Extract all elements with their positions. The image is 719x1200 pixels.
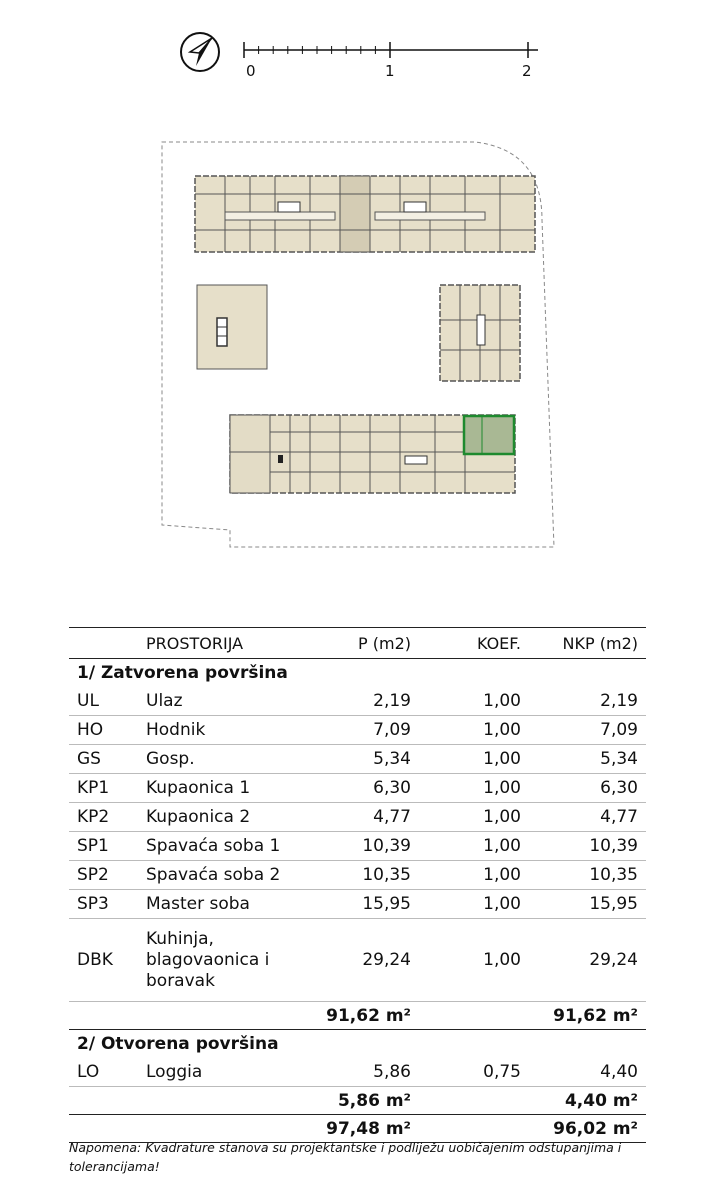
- table-row: [69, 861, 646, 890]
- scale-label-2: 2: [522, 62, 532, 80]
- building-square: [197, 285, 267, 369]
- row-koef: 1,00: [411, 745, 521, 774]
- open-subtotal-p: 5,86 m²: [316, 1087, 411, 1115]
- row-koef: 1,00: [411, 687, 521, 716]
- row-koef: 0,75: [411, 1058, 521, 1087]
- closed-subtotal-row: [69, 1002, 646, 1030]
- row-room-line: boravak: [146, 970, 215, 991]
- closed-subtotal-p: 91,62 m²: [316, 1002, 411, 1030]
- header-room: PROSTORIJA: [146, 628, 316, 659]
- closed-subtotal-nkp: 91,62 m²: [521, 1002, 646, 1030]
- row-nkp: 5,34: [521, 745, 646, 774]
- site-plan: [150, 130, 570, 560]
- row-nkp: 2,19: [521, 687, 646, 716]
- row-koef: 1,00: [411, 774, 521, 803]
- row-koef: 1,00: [411, 832, 521, 861]
- row-nkp: 7,09: [521, 716, 646, 745]
- row-nkp: 29,24: [521, 919, 646, 1002]
- footnote: Napomena: Kvadrature stanova su projektantske i podliježu uobičajenim odstupanjima i tolerancijama!: [69, 1140, 622, 1174]
- total-nkp: 96,02 m²: [521, 1115, 646, 1143]
- row-p: 5,34: [316, 745, 411, 774]
- header-koef: KOEF.: [411, 628, 521, 659]
- row-room: Loggia: [146, 1058, 316, 1087]
- row-room-line: Kuhinja,: [146, 928, 214, 949]
- building-top: [195, 176, 535, 252]
- row-code: LO: [69, 1058, 146, 1087]
- scale-label-0: 0: [246, 62, 256, 80]
- scale-label-1: 1: [385, 62, 395, 80]
- table-row: [69, 890, 646, 919]
- row-nkp: 15,95: [521, 890, 646, 919]
- row-p: 2,19: [316, 687, 411, 716]
- header-code: [69, 628, 146, 659]
- row-p: 10,39: [316, 832, 411, 861]
- row-room: Ulaz: [146, 687, 316, 716]
- section-closed: [69, 659, 646, 688]
- row-p: 5,86: [316, 1058, 411, 1087]
- total-p: 97,48 m²: [316, 1115, 411, 1143]
- table-row: [69, 745, 646, 774]
- header-nkp: NKP (m2): [521, 628, 646, 659]
- row-room: Master soba: [146, 890, 316, 919]
- row-room: Spavaća soba 2: [146, 861, 316, 890]
- row-code: SP2: [69, 861, 146, 890]
- table-row: [69, 1058, 646, 1087]
- table-header: [69, 628, 646, 659]
- table-row: [69, 716, 646, 745]
- row-nkp: 10,39: [521, 832, 646, 861]
- open-subtotal-nkp: 4,40 m²: [521, 1087, 646, 1115]
- table-row: [69, 803, 646, 832]
- table-row: [69, 774, 646, 803]
- row-nkp: 10,35: [521, 861, 646, 890]
- row-koef: 1,00: [411, 890, 521, 919]
- row-code: SP1: [69, 832, 146, 861]
- row-room: Kupaonica 2: [146, 803, 316, 832]
- row-code: KP1: [69, 774, 146, 803]
- highlighted-apartment: [464, 416, 514, 454]
- row-room: Kupaonica 1: [146, 774, 316, 803]
- header-p: P (m2): [316, 628, 411, 659]
- row-code: UL: [69, 687, 146, 716]
- table-row: [69, 919, 646, 1002]
- row-code: KP2: [69, 803, 146, 832]
- row-p: 7,09: [316, 716, 411, 745]
- row-koef: 1,00: [411, 803, 521, 832]
- open-subtotal-row: [69, 1087, 646, 1115]
- row-code: SP3: [69, 890, 146, 919]
- section-open: [69, 1030, 646, 1059]
- row-room: Hodnik: [146, 716, 316, 745]
- row-koef: 1,00: [411, 861, 521, 890]
- row-code: GS: [69, 745, 146, 774]
- section-open-label: 2/ Otvorena površina: [77, 1034, 279, 1054]
- building-tower: [440, 285, 520, 381]
- section-closed-label: 1/ Zatvorena površina: [77, 663, 288, 683]
- row-room: Spavaća soba 1: [146, 832, 316, 861]
- row-nkp: 4,77: [521, 803, 646, 832]
- row-room: Gosp.: [146, 745, 316, 774]
- table-row: [69, 687, 646, 716]
- row-p: 29,24: [316, 919, 411, 1002]
- building-bottom: [230, 415, 515, 493]
- row-p: 4,77: [316, 803, 411, 832]
- area-table: [69, 627, 646, 1143]
- row-code: HO: [69, 716, 146, 745]
- table-row: [69, 832, 646, 861]
- row-p: 15,95: [316, 890, 411, 919]
- row-p: 6,30: [316, 774, 411, 803]
- row-nkp: 6,30: [521, 774, 646, 803]
- row-koef: 1,00: [411, 919, 521, 1002]
- row-p: 10,35: [316, 861, 411, 890]
- row-koef: 1,00: [411, 716, 521, 745]
- row-room-line: blagovaonica i: [146, 949, 270, 970]
- row-code: DBK: [69, 919, 146, 1002]
- north-arrow-icon: [178, 30, 222, 74]
- row-nkp: 4,40: [521, 1058, 646, 1087]
- row-room: [146, 919, 316, 1002]
